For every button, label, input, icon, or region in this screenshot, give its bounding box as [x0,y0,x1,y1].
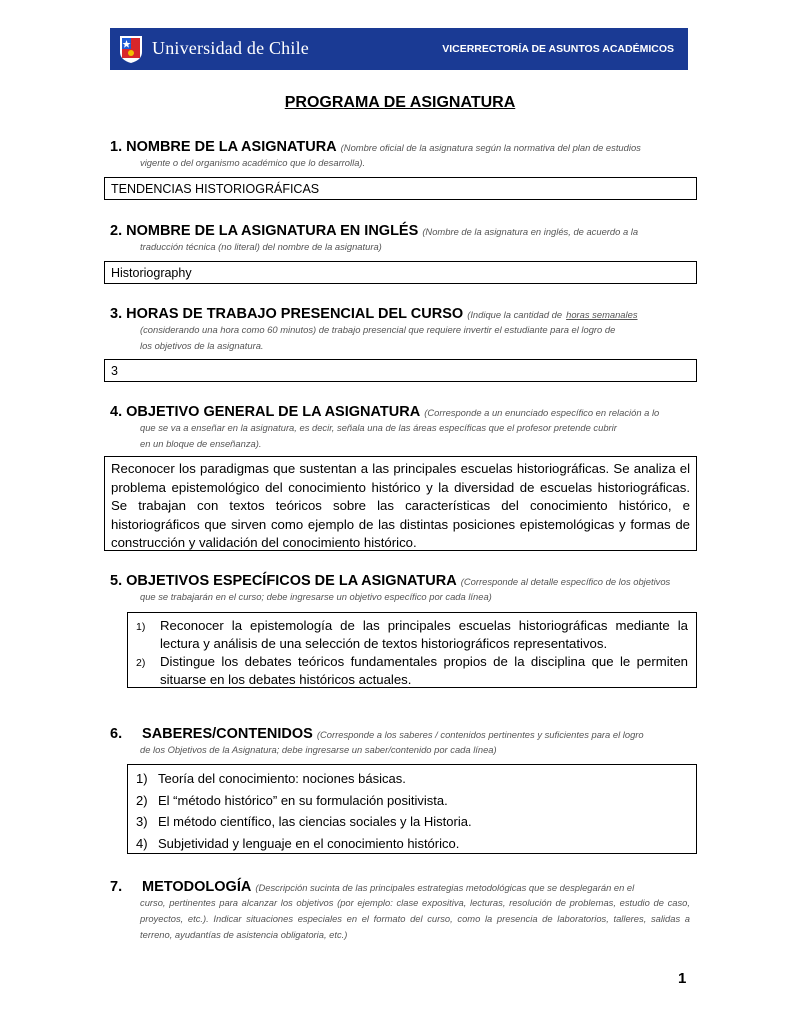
list-text: Reconocer la epistemología de las principales escuelas historiográficas mediante la lectura y análisis de una selección de textos historiográficos representativos. [160,618,688,651]
list-index: 1) [136,771,148,786]
list-index: 4) [136,835,148,851]
list-text: El “método histórico” en su formulación positivista. [158,792,448,808]
section-name: HORAS DE TRABAJO PRESENCIAL DEL CURSO [126,306,464,322]
section-note: (Descripción sucinta de las principales estrategias metodológicas que se desplegarán en el [255,882,635,893]
vicerrectoria-name: VICERRECTORÍA DE ASUNTOS ACADÉMICOS [442,43,674,55]
section-note-underlined: horas semanales [566,309,638,320]
section-name: SABERES/CONTENIDOS [142,726,313,742]
university-seal-icon [118,34,144,64]
section-7-heading [110,878,688,896]
list-index: 1) [136,621,146,633]
general-objective-box: Reconocer los paradigmas que sustentan a las principales escuelas historiográficas. Se analiza el problema epistemológico del conocimiento histórico y la diversidad de escuelas historiográficas. Se trabajan con textos teóricos sobre las características del conocimiento histórico, e historiográficos que sirven como ejemplo de las distintas posiciones epistemológicas y formas de construcción y validación del conocimiento histórico. [104,456,697,551]
section-number: 2. [110,223,123,239]
section-note: (Corresponde a los saberes / contenidos pertinentes y suficientes para el logro [316,729,644,740]
section-1-heading [110,138,688,156]
note-line: que se va a enseñar en la asignatura, es decir, señala una de las áreas específicas que el profesor pretende cubrir [140,422,617,433]
note-line: los objetivos de la asignatura. [140,340,264,351]
section-2-heading [110,222,688,240]
list-item [136,833,688,855]
section-name: OBJETIVO GENERAL DE LA ASIGNATURA [126,404,421,420]
list-item [136,617,688,653]
page-number: 1 [678,970,687,987]
list-text: Subjetividad y lenguaje en el conocimiento histórico. [158,835,460,851]
weekly-hours-field: 3 [104,359,697,382]
header-banner [110,28,688,70]
section-name: NOMBRE DE LA ASIGNATURA EN INGLÉS [126,223,419,239]
section-7-note-cont: curso, pertinentes para alcanzar los objetivos (por ejemplo: clase expositiva, lecturas, resolución de problemas, estudio de caso, proyectos, etc.). Indicar situaciones especiales en el formato del curso, como la presencia de laboratorios, talleres, salidas a terreno, ayudantías de asistencia obligatoria, etc.) [140,897,690,940]
course-name-field: TENDENCIAS HISTORIOGRÁFICAS [104,177,697,200]
section-note: (Corresponde al detalle específico de los objetivos [460,576,671,587]
section-6-heading [110,725,688,743]
section-5-note-cont: que se trabajarán en el curso; debe ingresarse un objetivo específico por cada línea) [140,591,492,602]
list-text: Teoría del conocimiento: nociones básicas. [158,771,406,786]
section-name: METODOLOGÍA [142,879,252,895]
section-1-note-cont: vigente o del organismo académico que lo desarrolla). [140,157,366,168]
list-index: 2) [136,657,146,669]
section-6-note-cont: de los Objetivos de la Asignatura; debe ingresarse un saber/contenido por cada línea) [140,744,497,755]
section-number: 6. [110,726,123,742]
note-line: (considerando una hora como 60 minutos) de trabajo presencial que requiere invertir el estudiante para el logro de [140,324,616,335]
section-3-note-cont [140,322,690,354]
section-number: 5. [110,573,123,589]
contents-box [127,764,697,854]
section-name: OBJETIVOS ESPECÍFICOS DE LA ASIGNATURA [126,573,457,589]
section-note: (Corresponde a un enunciado específico en relación a lo [424,407,660,418]
section-number: 1. [110,139,123,155]
section-5-heading [110,572,688,590]
list-item [136,790,688,812]
section-number: 7. [110,879,123,895]
section-name: NOMBRE DE LA ASIGNATURA [126,139,337,155]
section-number: 3. [110,306,123,322]
list-item [136,653,688,689]
university-name: Universidad de Chile [152,38,309,58]
section-4-heading [110,403,688,421]
section-2-note-cont: traducción técnica (no literal) del nombre de la asignatura) [140,241,382,252]
list-index: 3) [136,814,148,829]
list-text: El método científico, las ciencias sociales y la Historia. [158,814,472,829]
list-item [136,811,688,833]
list-text: Distingue los debates teóricos fundamentales propios de la disciplina que le permiten situarse en los debates históricos actuales. [160,654,688,687]
specific-objectives-box [127,612,697,688]
section-number: 4. [110,404,123,420]
section-note: (Indique la cantidad de [467,309,563,320]
note-line: en un bloque de enseñanza). [140,438,262,449]
course-name-english-field: Historiography [104,261,697,284]
list-item [136,768,688,790]
list-index: 2) [136,792,148,808]
section-3-heading [110,305,688,323]
section-4-note-cont [140,420,690,452]
section-note: (Nombre de la asignatura en inglés, de acuerdo a la [422,226,639,237]
section-note: (Nombre oficial de la asignatura según la normativa del plan de estudios [340,142,641,153]
page-title: PROGRAMA DE ASIGNATURA [284,94,516,111]
